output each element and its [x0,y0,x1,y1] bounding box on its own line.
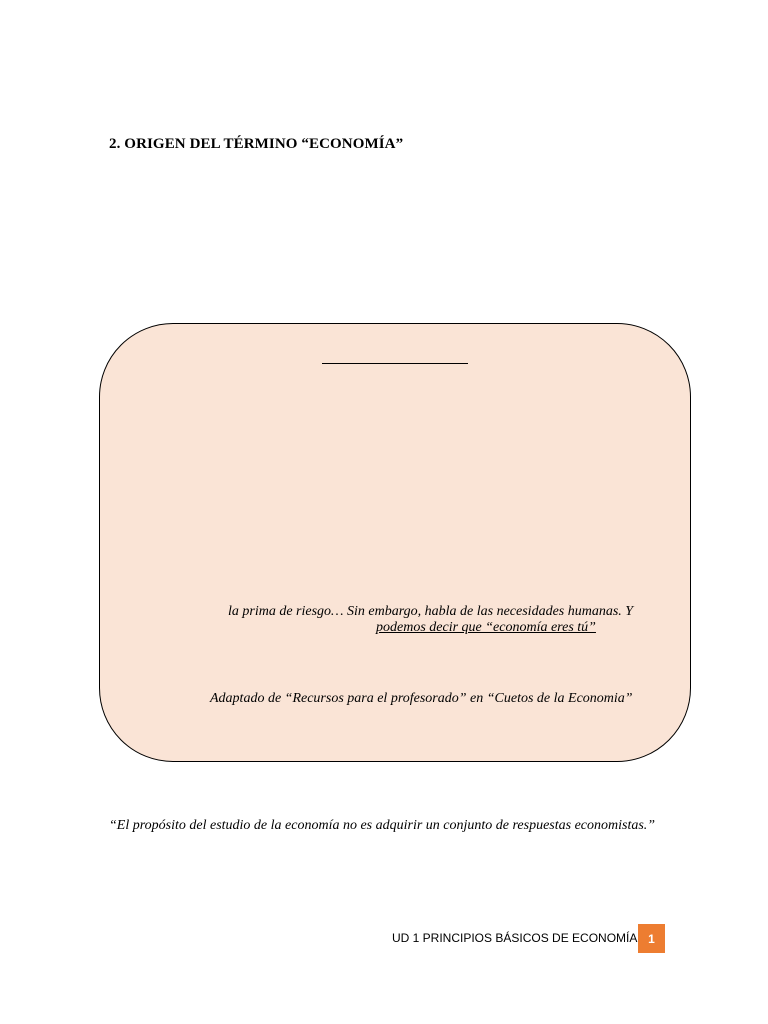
box-text-line-1: la prima de riesgo… Sin embargo, habla de las necesidades humanas. Y [228,604,634,619]
box-title-underline [322,363,468,364]
quote-paragraph: “El propósito del estudio de la economía no es adquirir un conjunto de respuestas economistas.” [109,818,656,833]
section-heading: 2. ORIGEN DEL TÉRMINO “ECONOMÍA” [109,136,404,152]
footer-title: UD 1 PRINCIPIOS BÁSICOS DE ECONOMÍA [392,931,638,945]
page-number-badge: 1 [638,924,665,953]
box-text-line-2: podemos decir que “economía eres tú” [376,620,596,635]
box-source-citation: Adaptado de “Recursos para el profesorado” en “Cuetos de la Economia” [210,691,633,706]
